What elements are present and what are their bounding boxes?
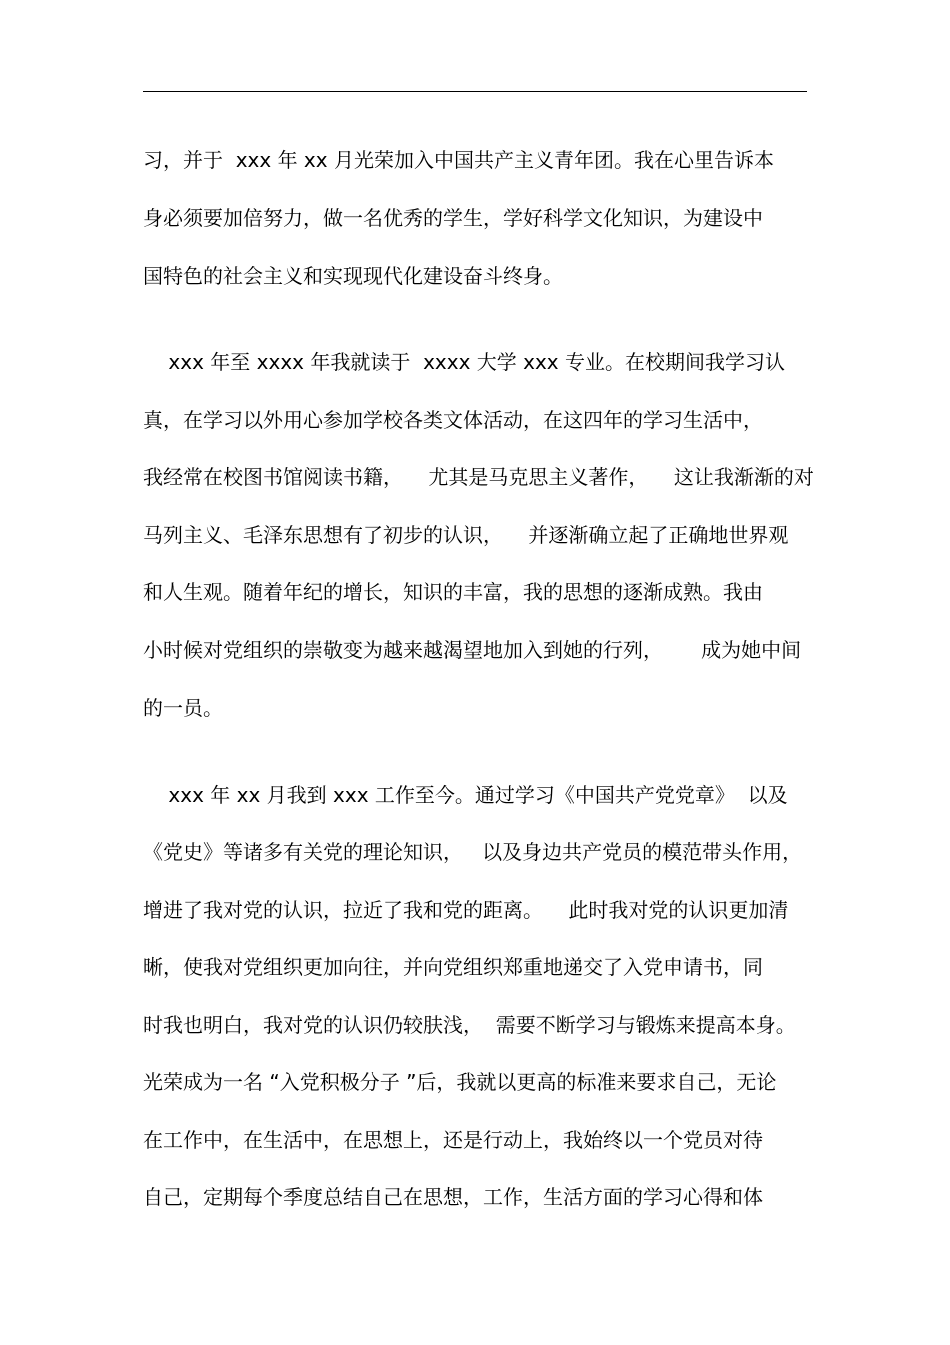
text-line: 光荣成为一名 “入党积极分子 ”后，我就以更高的标准来要求自己，无论 — [143, 1070, 777, 1094]
text-line: 和人生观。随着年纪的增长，知识的丰富，我的思想的逐渐成熟。我由 — [143, 580, 763, 604]
text-line: 我经常在校图书馆阅读书籍， 尤其是马克思主义著作， 这让我渐渐的对 — [143, 465, 814, 489]
text-line: 在工作中，在生活中，在思想上，还是行动上，我始终以一个党员对待 — [143, 1128, 763, 1152]
text-line: 马列主义、毛泽东思想有了初步的认识， 并逐渐确立起了正确地世界观 — [143, 523, 789, 547]
text-line: 晰，使我对党组织更加向往，并向党组织郑重地递交了入党申请书，同 — [143, 955, 763, 979]
text-line: xxx 年至 xxxx 年我就读于 xxxx 大学 xxx 专业。在校期间我学习认 — [143, 350, 785, 374]
text-line: 小时候对党组织的崇敬变为越来越渴望地加入到她的行列， 成为她中间 — [143, 638, 802, 662]
text-line: xxx 年 xx 月我到 xxx 工作至今。通过学习《中国共产党党章》 以及 — [143, 783, 788, 807]
text-line: 真，在学习以外用心参加学校各类文体活动，在这四年的学习生活中， — [143, 408, 763, 432]
text-line: 身必须要加倍努力，做一名优秀的学生，学好科学文化知识，为建设中 — [143, 206, 763, 230]
text-line: 时我也明白，我对党的认识仍较肤浅， 需要不断学习与锻炼来提高本身。 — [143, 1013, 796, 1037]
text-line: 《党史》等诸多有关党的理论知识， 以及身边共产党员的模范带头作用， — [143, 840, 803, 864]
text-line: 习，并于 xxx 年 xx 月光荣加入中国共产主义青年团。我在心里告诉本 — [143, 148, 774, 172]
text-line: 增进了我对党的认识，拉近了我和党的距离。 此时我对党的认识更加清 — [143, 898, 789, 922]
text-line: 的一员。 — [143, 696, 223, 720]
text-line: 自己，定期每个季度总结自己在思想，工作，生活方面的学习心得和体 — [143, 1185, 763, 1209]
header-rule — [143, 91, 807, 92]
text-line: 国特色的社会主义和实现现代化建设奋斗终身。 — [143, 264, 563, 288]
